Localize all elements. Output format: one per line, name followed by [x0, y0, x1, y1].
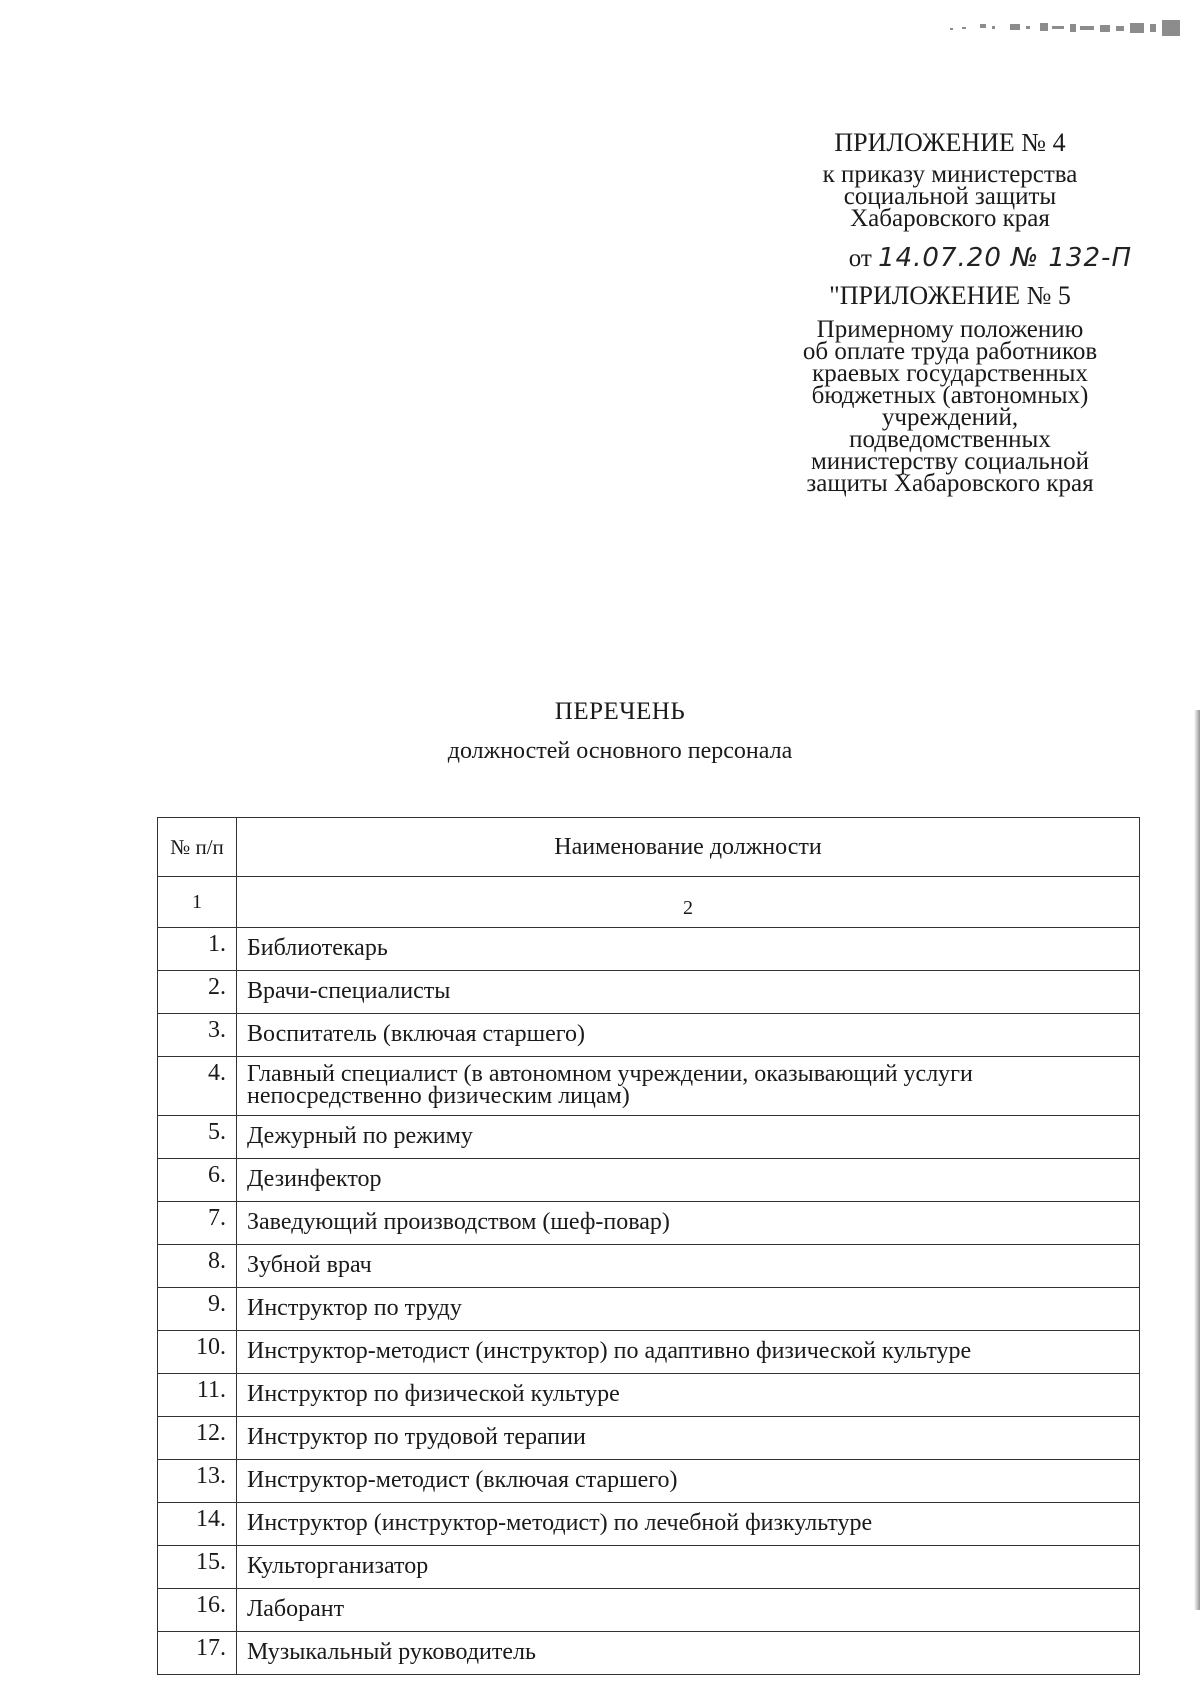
row-number: 15.	[158, 1546, 237, 1589]
row-number: 6.	[158, 1159, 237, 1202]
row-number: 2.	[158, 971, 237, 1014]
position-name: Главный специалист (в автономном учреждении, оказывающий услуги непосредственно физическим лицам)	[237, 1057, 1140, 1116]
row-number: 9.	[158, 1288, 237, 1331]
column-header-name: Наименование должности	[237, 818, 1140, 877]
table-row	[158, 1632, 1140, 1675]
row-number: 3.	[158, 1014, 237, 1057]
appendix2-line: учреждений,	[881, 404, 1019, 431]
title-sub: должностей основного персонала	[447, 738, 793, 764]
order-reference	[760, 242, 1140, 275]
position-name: Инструктор-методист (включая старшего)	[237, 1460, 1140, 1503]
row-number: 1.	[158, 928, 237, 971]
order-line: Хабаровского края	[850, 205, 1050, 232]
order-ref-handwritten: 14.07.20 № 132-П	[878, 243, 1132, 273]
table-row	[158, 1331, 1140, 1374]
row-number: 14.	[158, 1503, 237, 1546]
column-index-row	[158, 877, 1140, 928]
table-row	[158, 1202, 1140, 1245]
row-number: 11.	[158, 1374, 237, 1417]
appendix2-title: "ПРИЛОЖЕНИЕ № 5	[829, 281, 1071, 310]
position-name: Дезинфектор	[237, 1159, 1140, 1202]
table-row	[158, 1288, 1140, 1331]
position-name: Инструктор по труду	[237, 1288, 1140, 1331]
table-row	[158, 1245, 1140, 1288]
position-name: Инструктор (инструктор-методист) по лечебной физкультуре	[237, 1503, 1140, 1546]
position-name: Культорганизатор	[237, 1546, 1140, 1589]
title-main: ПЕРЕЧЕНЬ	[554, 698, 686, 725]
table-row	[158, 1503, 1140, 1546]
table-header-row	[158, 818, 1140, 877]
table-row	[158, 971, 1140, 1014]
appendix2-line: об оплате труда работников	[802, 338, 1098, 365]
table-row	[158, 1116, 1140, 1159]
appendix2-line: подведомственных	[849, 426, 1051, 453]
appendix2-line: краевых государственных	[812, 360, 1088, 387]
table-row	[158, 928, 1140, 971]
order-ref-prefix: от	[848, 245, 872, 272]
table-row	[158, 1417, 1140, 1460]
appendix2-line: бюджетных (автономных)	[811, 382, 1089, 409]
table-row	[158, 1460, 1140, 1503]
table-row	[158, 1589, 1140, 1632]
header-block	[760, 128, 1140, 495]
position-name: Воспитатель (включая старшего)	[237, 1014, 1140, 1057]
position-name: Музыкальный руководитель	[237, 1632, 1140, 1675]
position-name: Инструктор по физической культуре	[237, 1374, 1140, 1417]
row-number: 5.	[158, 1116, 237, 1159]
positions-table	[157, 817, 1140, 1675]
column-index-name: 2	[237, 877, 1140, 928]
scan-artifact-mark	[940, 14, 1190, 44]
row-number: 13.	[158, 1460, 237, 1503]
position-name: Дежурный по режиму	[237, 1116, 1140, 1159]
position-name: Зубной врач	[237, 1245, 1140, 1288]
position-name: Заведующий производством (шеф-повар)	[237, 1202, 1140, 1245]
row-number: 10.	[158, 1331, 237, 1374]
table-row	[158, 1374, 1140, 1417]
table-row	[158, 1546, 1140, 1589]
row-number: 8.	[158, 1245, 237, 1288]
table-row	[158, 1014, 1140, 1057]
table-row	[158, 1159, 1140, 1202]
scan-edge-shadow	[1194, 710, 1200, 1610]
row-number: 12.	[158, 1417, 237, 1460]
order-line: социальной защиты	[843, 183, 1057, 210]
position-name: Инструктор-методист (инструктор) по адаптивно физической культуре	[237, 1331, 1140, 1374]
appendix2-line: защиты Хабаровского края	[806, 470, 1094, 497]
row-number: 17.	[158, 1632, 237, 1675]
table-body	[158, 877, 1140, 1675]
position-name: Инструктор по трудовой терапии	[237, 1417, 1140, 1460]
column-index-number: 1	[158, 877, 237, 928]
row-number: 7.	[158, 1202, 237, 1245]
position-name: Библиотекарь	[237, 928, 1140, 971]
appendix2-line: министерству социальной	[810, 448, 1090, 475]
table-row	[158, 1057, 1140, 1116]
position-name: Врачи-специалисты	[237, 971, 1140, 1014]
row-number: 16.	[158, 1589, 237, 1632]
appendix-title: ПРИЛОЖЕНИЕ № 4	[834, 128, 1066, 157]
order-line: к приказу министерства	[822, 161, 1078, 188]
position-name: Лаборант	[237, 1589, 1140, 1632]
appendix2-line: Примерному положению	[816, 316, 1084, 343]
column-header-number: № п/п	[158, 818, 237, 877]
row-number: 4.	[158, 1057, 237, 1116]
